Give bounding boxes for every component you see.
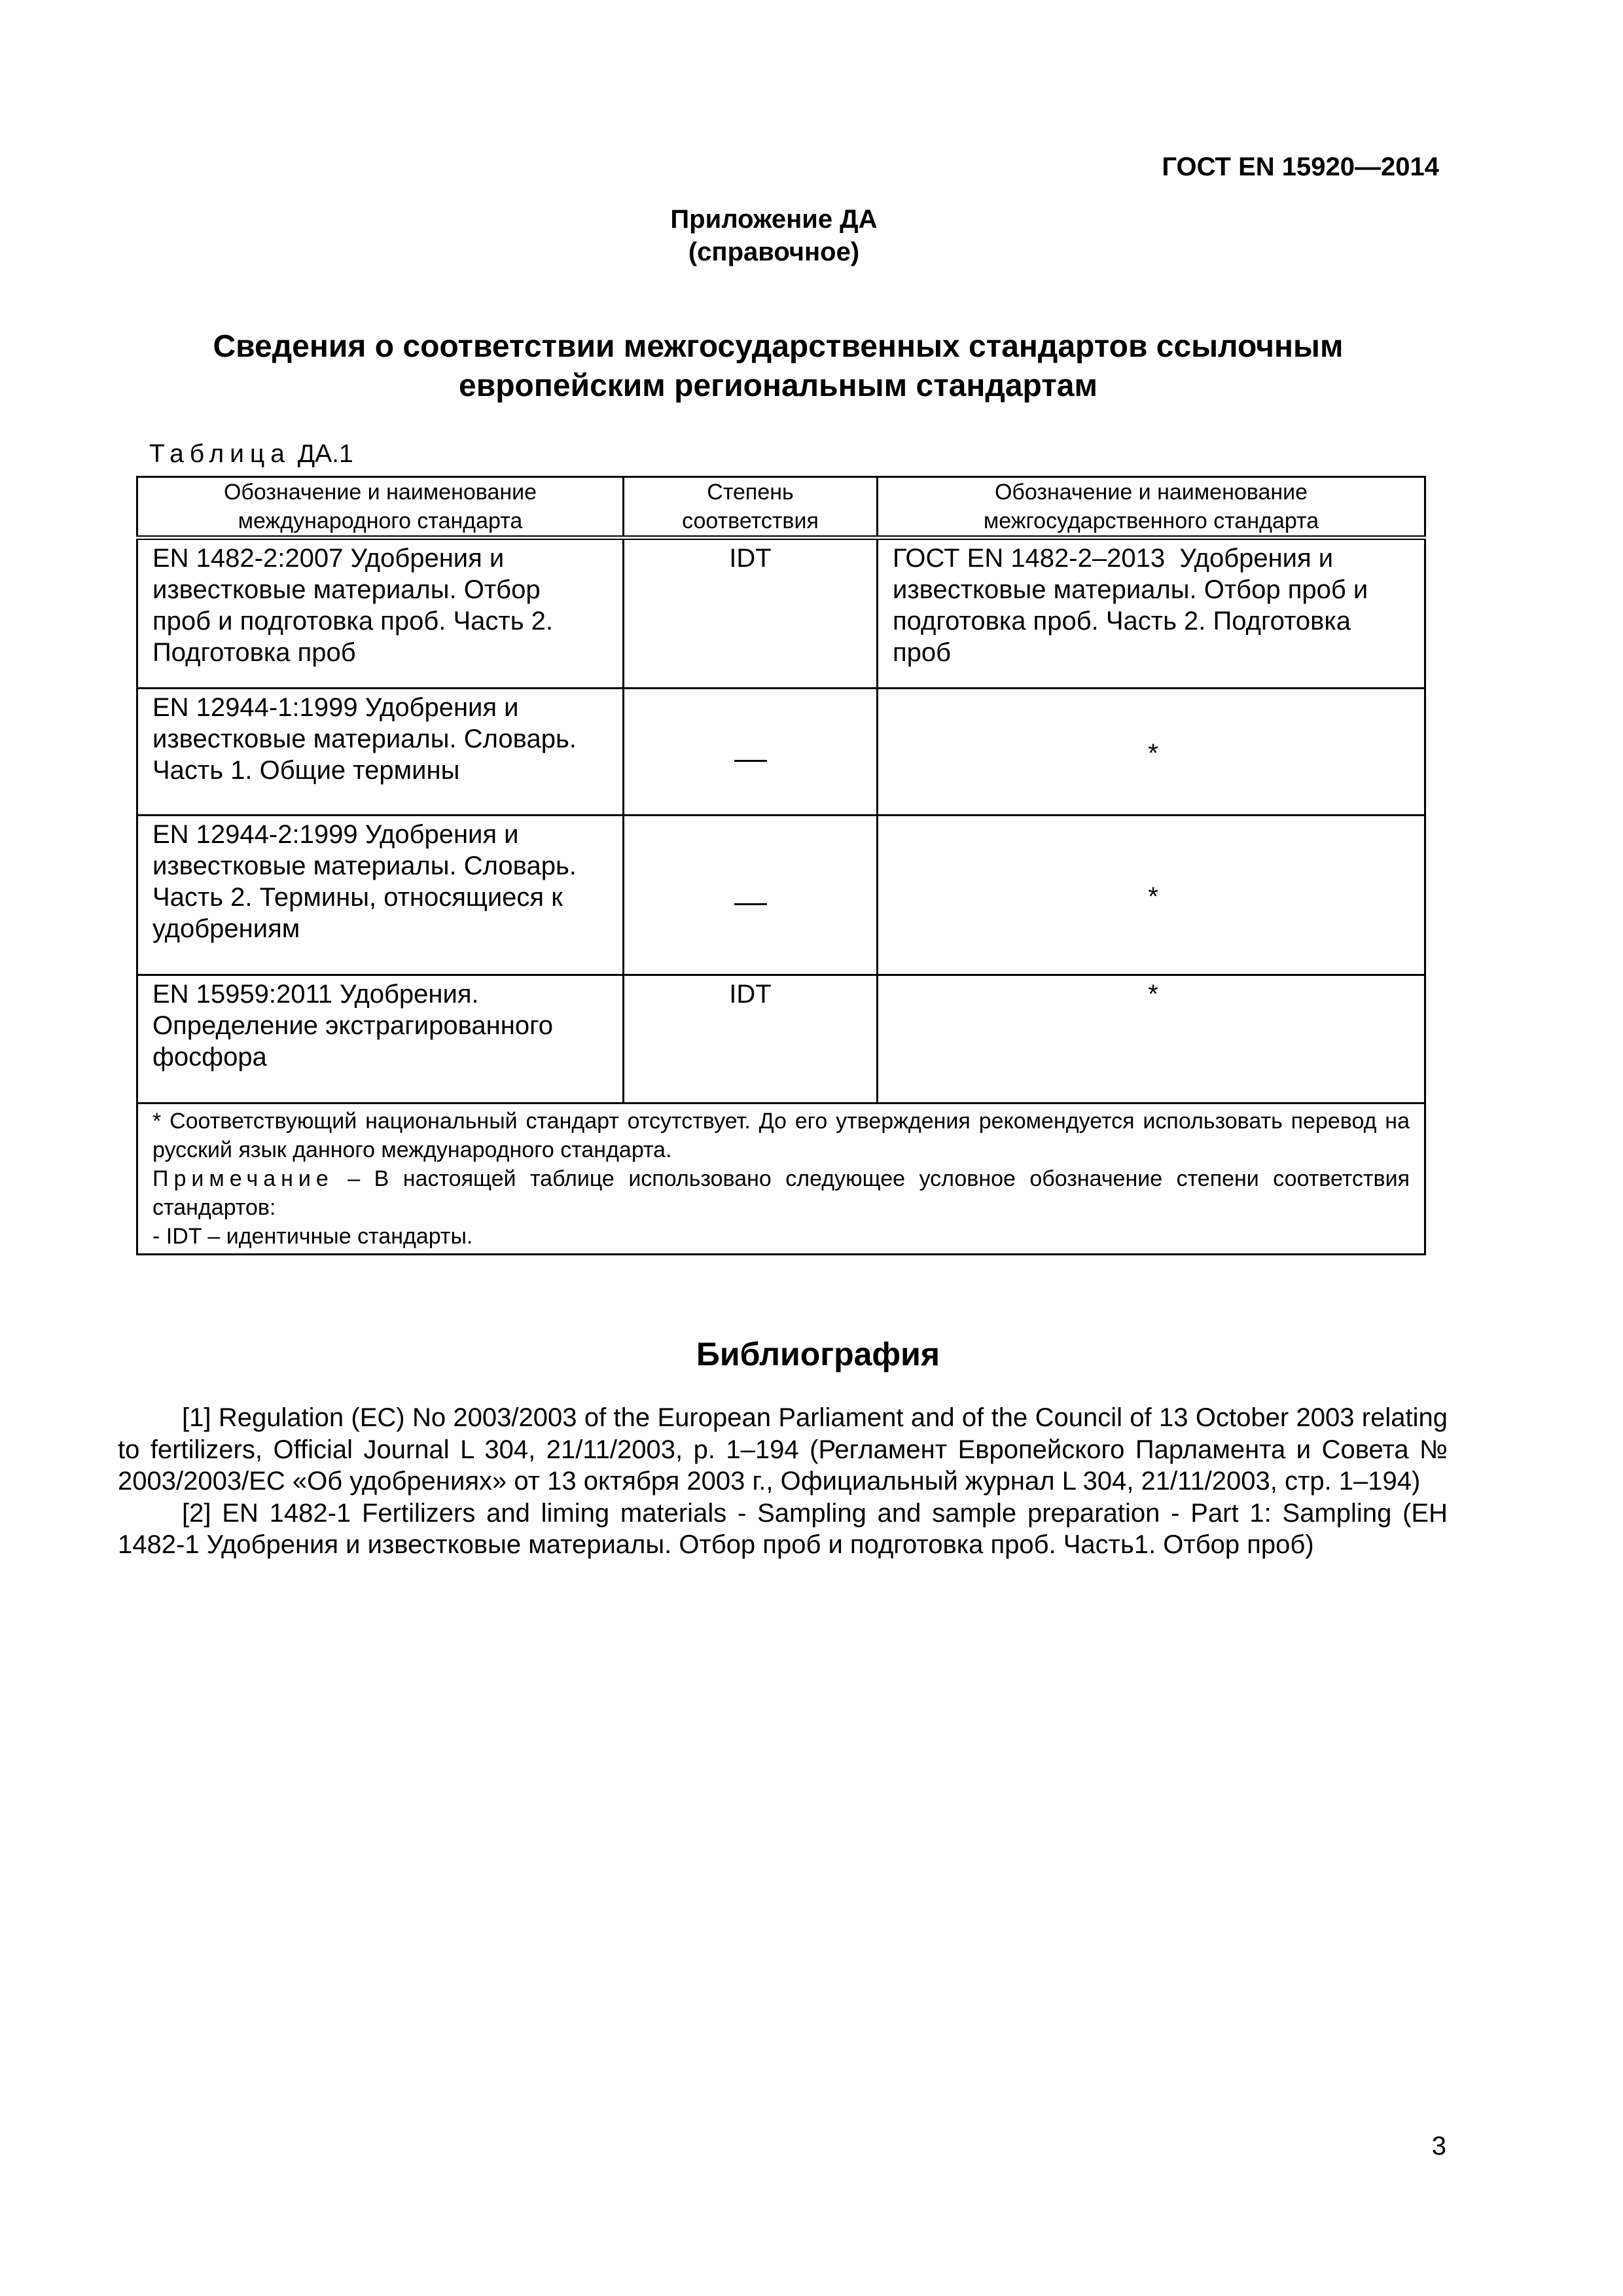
header-text: Степень	[707, 480, 794, 505]
table-row	[137, 816, 1425, 975]
cell-interstate-standard: *	[878, 689, 1425, 816]
note-text: – В настоящей таблице использовано следующее условное обозначение степени соответствия стандартов:	[152, 1166, 1410, 1220]
header-text: Обозначение и наименование	[223, 480, 537, 505]
bibliography-list	[118, 1402, 1448, 1561]
cell-line: Часть 1. Общие термины	[152, 756, 460, 785]
cell-line: проб	[893, 638, 952, 667]
document-code: ГОСТ EN 15920—2014	[1162, 152, 1439, 181]
cell-international-standard	[137, 816, 624, 975]
cell-line: EN 12944-1:1999 Удобрения и	[152, 693, 519, 722]
bibliography-item: [2] EN 1482-1 Fertilizers and liming materials - Sampling and sample preparation - Part 1: Sampling (ЕН 1482-1 Удобрения и известковые материалы. Отбор проб и подготовка проб. Часть1. Отбор проб)	[118, 1498, 1448, 1559]
header-text: межгосударственного стандарта	[983, 509, 1319, 533]
table-header-row	[137, 477, 1425, 538]
cell-line: Часть 2. Термины, относящиеся к	[152, 883, 563, 912]
appendix-title: Приложение ДА	[670, 205, 878, 234]
bibliography-item: [1] Regulation (EC) No 2003/2003 of the European Parliament and of the Council of 13 October 2003 relating to fertilizers, Official Journal L 304, 21/11/2003, p. 1–194 (Регламент Европейского Парламента и Совета № 2003/2003/ЕС «Об удобрениях» от 13 октября 2003 г., Официальный журнал L 304, 21/11/2003, стр. 1–194)	[118, 1403, 1448, 1496]
header-degree	[624, 477, 878, 538]
cell-line: проб и подготовка проб. Часть 2.	[152, 607, 554, 636]
cell-interstate-standard: *	[878, 975, 1425, 1103]
table-notes	[137, 1103, 1425, 1255]
page-title	[118, 327, 1438, 406]
cell-line: известковые материалы. Словарь.	[152, 725, 577, 753]
header-international-standard	[137, 477, 624, 538]
cell-line: EN 12944-2:1999 Удобрения и	[152, 820, 519, 849]
page-number: 3	[1431, 2132, 1446, 2161]
cell-line: ГОСТ EN 1482-2–2013 Удобрения и	[893, 544, 1334, 573]
cell-international-standard	[137, 689, 624, 816]
em-dash	[734, 903, 767, 905]
table-note-item: - IDT – идентичные стандарты.	[152, 1224, 473, 1249]
cell-line: известковые материалы. Словарь.	[152, 852, 577, 880]
cell-line: EN 15959:2011 Удобрения.	[152, 980, 479, 1009]
cell-line: EN 1482-2:2007 Удобрения и	[152, 544, 505, 573]
header-text: Обозначение и наименование	[994, 480, 1308, 505]
note-label: Примечание	[152, 1166, 334, 1191]
table-row	[137, 975, 1425, 1103]
cell-interstate-standard	[878, 538, 1425, 689]
cell-line: подготовка проб. Часть 2. Подготовка	[893, 607, 1351, 636]
table-footnote: * Соответствующий национальный стандарт отсутствует. До его утверждения рекомендуется использовать перевод на русский язык данного международного стандарта.	[152, 1109, 1410, 1162]
em-dash	[734, 760, 767, 762]
cell-degree: IDT	[624, 975, 878, 1103]
cell-international-standard	[137, 975, 624, 1103]
table-label-number: ДА.1	[290, 440, 353, 468]
cell-degree	[624, 689, 878, 816]
header-interstate-standard	[878, 477, 1425, 538]
cell-line: известковые материалы. Отбор проб и	[893, 575, 1368, 604]
cell-line: известковые материалы. Отбор	[152, 575, 541, 604]
table-note	[152, 1164, 1410, 1222]
table-notes-row	[137, 1103, 1425, 1255]
cell-degree	[624, 816, 878, 975]
cell-degree: IDT	[624, 538, 878, 689]
appendix-subtitle: (справочное)	[688, 238, 860, 266]
cell-international-standard	[137, 538, 624, 689]
cell-line: фосфора	[152, 1043, 267, 1071]
bibliography-title: Библиография	[696, 1336, 940, 1372]
header-text: соответствия	[682, 509, 819, 533]
cell-line: Определение экстрагированного	[152, 1011, 554, 1040]
table-label	[149, 440, 353, 469]
page-title-line-2: европейским региональным стандартам	[459, 368, 1097, 403]
page-title-line-1: Сведения о соответствии межгосударственных стандартов ссылочным	[213, 329, 1344, 364]
appendix-heading	[0, 203, 1548, 268]
cell-interstate-standard: *	[878, 816, 1425, 975]
cell-line: удобрениям	[152, 914, 300, 943]
table-row	[137, 538, 1425, 689]
header-text: международного стандарта	[238, 509, 523, 533]
cell-line: Подготовка проб	[152, 638, 356, 667]
table-label-word: Таблица	[149, 440, 291, 468]
table-row	[137, 689, 1425, 816]
correspondence-table	[136, 476, 1426, 1255]
